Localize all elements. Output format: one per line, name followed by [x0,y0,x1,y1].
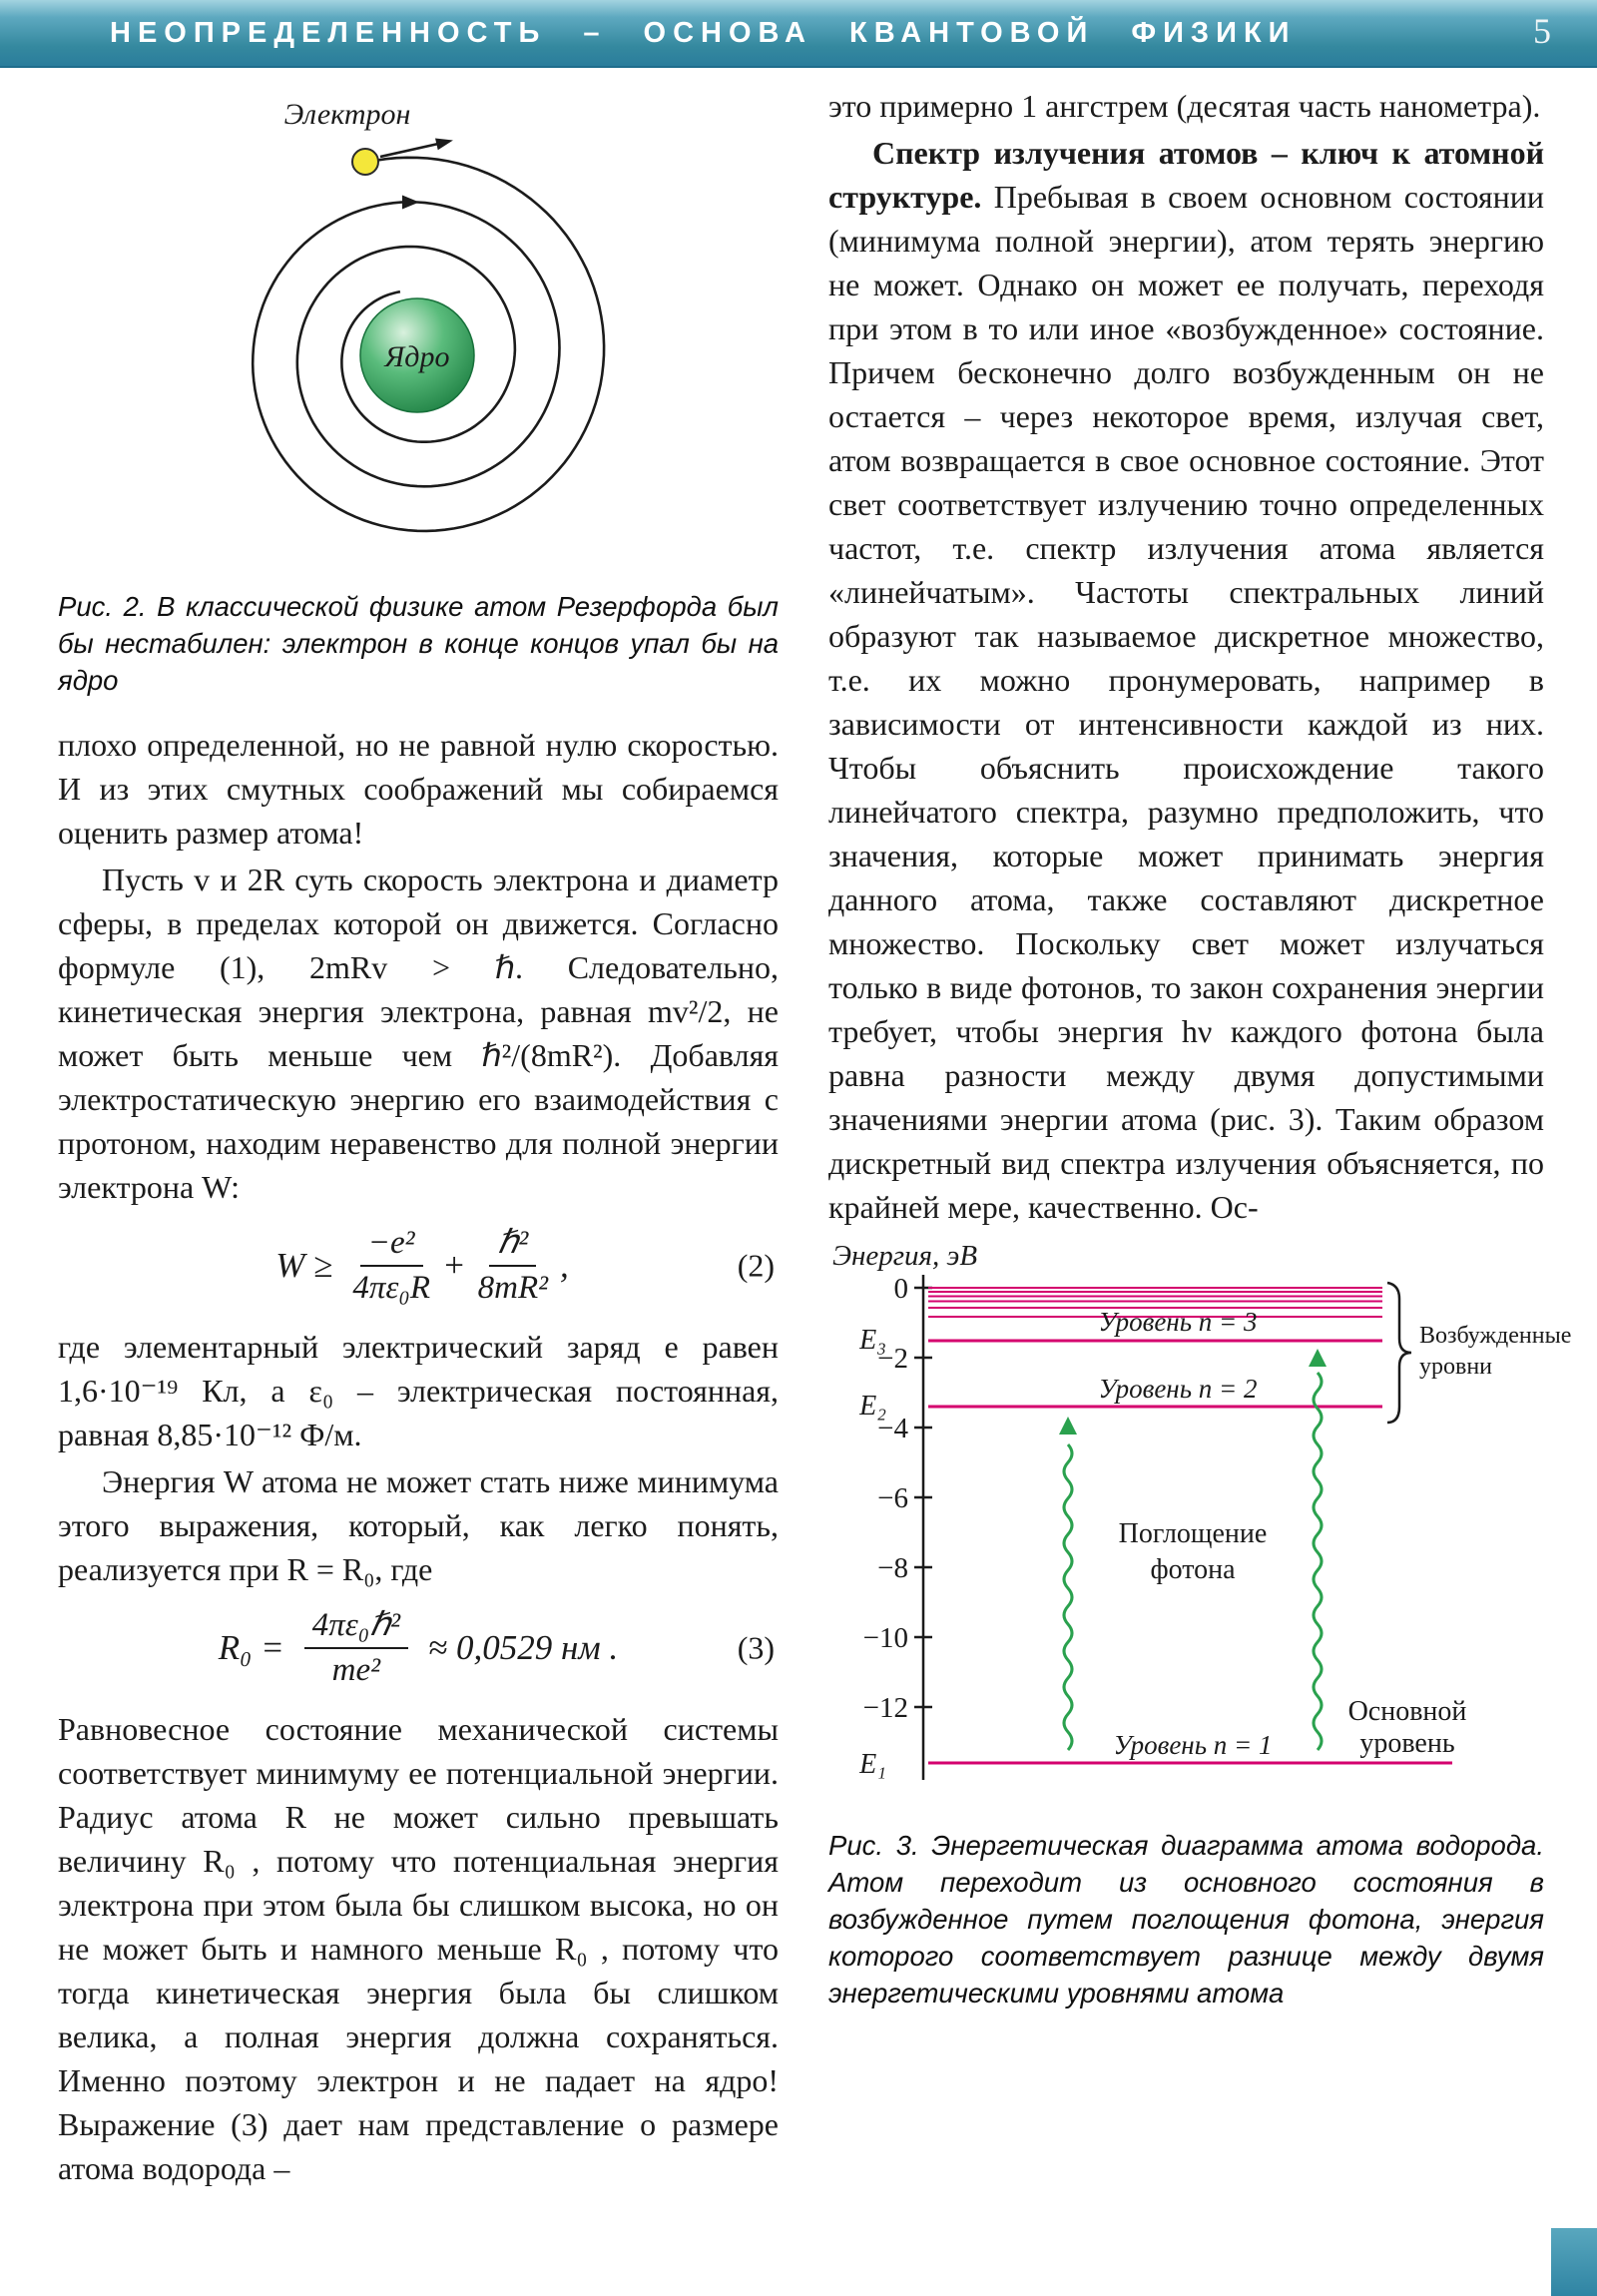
absorption-label-2: фотона [1150,1554,1236,1585]
left-column [58,84,779,2193]
paragraph-lead: Спектр излучения атомов – ключ к атомной структуре. [828,135,1544,215]
electron-label: Электрон [283,98,411,131]
paragraph-text: Пребывая в своем основном состоянии (минимума полной энергии), атом терять энергию не может. Однако он может ее получать, переходя при этом в то или иное «возбужденное» состояние. Причем бесконечно долго возбужденным он не остается – через некоторое время, излучая свет, атом возвращается в свое основное состояние. Этот свет соответствует излучению точно определенных частот, т.е. спектр излучения атома является «линейчатым». Частоты спектральных линий образуют так называемое дискретное множество, т.е. их можно пронумеровать, например в зависимости от интенсивности каждой из них. Чтобы объяснить происхождение такого линейчатого спектра, разумно предположить, что значения, которые может принимать энергия данного атома, также составляют дискретное множество. Поскольку свет может излучаться только в виде фотонов, то закон сохранения энергии требует, чтобы энергия hν каждого фотона была равна разности между двумя допустимыми значениями энергии атома (рис. 3). Таким образом дискретный вид спектра излучения объясняется, по крайней мере, качественно. Ос- [828,179,1544,1225]
tick-label: −8 [877,1552,908,1584]
paragraph: где элементарный электрический заряд e равен 1,6·10⁻¹⁹ Кл, а ε₀ – электрическая постоянная, равная 8,85·10⁻¹² Ф/м. [58,1328,779,1452]
formula2-lhs: W ≥ [275,1245,333,1285]
formula2-plus: + [442,1245,466,1285]
formula2-comma: , [560,1245,569,1285]
formula3-lhs: R₀ = [218,1627,284,1667]
level-n1-label: Уровень n = 1 [1113,1730,1273,1760]
rutherford-spiral-diagram [58,84,779,569]
e2-label: E₂ [859,1391,886,1422]
excited-levels-label-1: Возбужденные [1419,1323,1572,1349]
excited-levels-label-2: уровни [1419,1354,1493,1380]
tick-label: −4 [877,1413,908,1444]
formula-2 [58,1225,779,1307]
tick-label: 0 [893,1273,908,1305]
paragraph: это примерно 1 ангстрем (десятая часть нанометра). [828,88,1541,124]
photon-arrow-to-n3 [1314,1373,1322,1750]
formula2-fraction-1: $\frac{\text{−e²}}{\text{4πε₀R}}$ [352,1225,431,1306]
tick-label: −10 [862,1622,908,1654]
electron-velocity-arrowhead [435,135,454,151]
tick-label: −2 [877,1343,908,1375]
teal-corner-decoration [1551,2228,1597,2296]
ground-level-label-1: Основной [1347,1696,1467,1727]
page-content [0,68,1597,2193]
e3-label: E₃ [859,1325,886,1356]
ground-level-label-2: уровень [1359,1728,1455,1759]
paragraph [828,131,1544,1229]
electron-dot [352,149,378,175]
energy-axis-label: Энергия, эВ [832,1240,978,1272]
figure-rutherford-atom [58,84,779,699]
excited-levels-brace [1387,1283,1411,1423]
absorption-label-1: Поглощение [1118,1518,1268,1549]
page-title: НЕОПРЕДЕЛЕННОСТЬ – ОСНОВА КВАНТОВОЙ ФИЗИКИ [110,16,1297,49]
formula3-rhs: ≈ 0,0529 нм . [428,1627,619,1667]
formula2-number: (2) [737,1247,775,1284]
formula2-fraction-2: $\frac{\text{ℏ²}}{\text{8mR²}}$ [477,1225,549,1306]
orbit-direction-arrow [402,196,419,210]
energy-level-diagram [828,1240,1597,1802]
figure3-caption: Рис. 3. Энергетическая диаграмма атома водорода. Атом переходит из основного состояния в возбужденное путем поглощения фотона, энергия которого соответствует разнице между двумя энергетическими уровнями атома [828,1830,1544,2009]
photon-arrowhead-n2 [1059,1417,1077,1435]
figure2-caption: Рис. 2. В классической физике атом Резерфорда был бы нестабилен: электрон в конце концов упал бы на ядро [58,591,779,696]
paragraph: Равновесное состояние механической системы соответствует минимуму ее потенциальной энергии. Радиус атома R не может сильно превышать величину R₀ , потому что потенциальная энергия электрона при этом была бы слишком высока, но он не может быть и намного меньше R₀ , потому что тогда кинетическая энергия была бы слишком велика, а полная энергия должна сохраняться. Именно поэтому электрон и не падает на ядро! Выражение (3) дает нам представление о размере атома водорода – [58,1710,779,2186]
formula3-fraction: $\frac{\text{4πε₀ℏ²}}{\text{me²}}$ [304,1607,408,1689]
page-number: 5 [1533,11,1551,51]
paragraph: Энергия W атома не может стать ниже минимума этого выражения, который, как легко понять, реализуется при R = R₀, где [58,1462,779,1587]
page-header [0,0,1597,68]
formula3-number: (3) [737,1629,775,1666]
right-column [828,84,1572,2193]
photon-arrow-to-n2 [1064,1444,1072,1750]
photon-arrowhead-n3 [1309,1349,1327,1367]
paragraph: Пусть v и 2R суть скорость электрона и диаметр сферы, в пределах которой он движется. Согласно формуле (1), 2mRv > ℏ. Следовательно, кинетическая энергия электрона, равная mv²/2, не может быть меньше чем ℏ²/(8mR²). Добавляя электростатическую энергию его взаимодействия с протоном, находим неравенство для полной энергии электрона W: [58,861,779,1205]
paragraph: плохо определенной, но не равной нулю скоростью. И из этих смутных соображений мы собираемся оценить размер атома! [58,727,779,851]
level-n2-label: Уровень n = 2 [1098,1374,1258,1404]
e1-label: E₁ [859,1749,886,1780]
figure-energy-diagram [828,1240,1572,2011]
level-n3-label: Уровень n = 3 [1098,1307,1258,1337]
tick-label: −12 [862,1692,908,1724]
formula-3 [58,1607,779,1689]
nucleus-label: Ядро [384,340,450,373]
tick-label: −6 [877,1482,908,1514]
